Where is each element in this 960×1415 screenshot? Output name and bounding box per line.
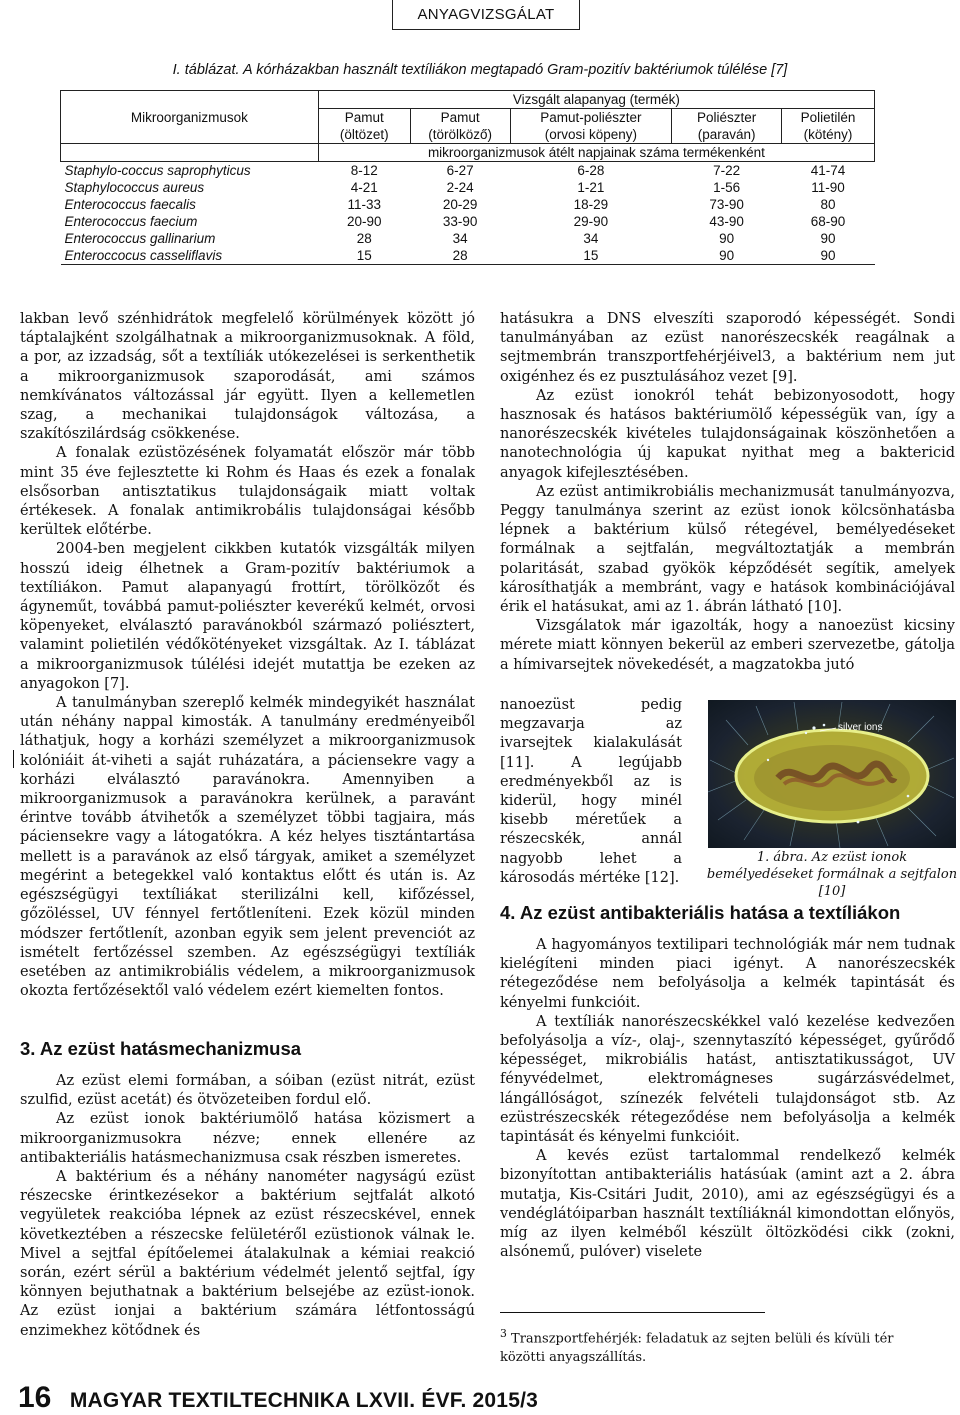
right-column-wrap-text	[500, 696, 682, 888]
figure-caption: 1. ábra. Az ezüst ionok bemélyedéseket formálnak a sejtfalon [10]	[706, 850, 958, 899]
col-header-2: Pamut (törölköző)	[410, 109, 510, 144]
paragraph: Az ezüst elemi formában, a sóiban (ezüst nitrát, ezüst szulfid, ezüst acetát) és ötvözeteiben fordul elő.	[20, 1073, 475, 1109]
table-row: Enterococcus faecalis 11-33 20-29 18-29 73-90 80	[64, 197, 836, 212]
change-bar	[13, 750, 14, 768]
paragraph: A hagyományos textilipari technológiák már nem tudnak kielégíteni minden piaci igényt. A nanorészecskék rétegeződése nem befolyásolja a kelmék tapintását és kényelmi funkcióit.	[500, 937, 955, 1011]
header-microorganisms: Mikroorganizmusok	[61, 91, 319, 144]
footnote	[500, 1324, 940, 1367]
footnote-text: Transzportfehérjék: feladatuk az sejten belüli és kívüli tér közötti anyagszállítás.	[500, 1331, 894, 1366]
bacterium-illustration	[708, 700, 956, 848]
survival-table	[60, 90, 875, 265]
section-4-title: 4. Az ezüst antibakteriális hatása a textíliákon	[500, 902, 901, 923]
header-material-group: Vizsgált alapanyag (termék)	[318, 91, 874, 109]
table-row: Staphylo-coccus saprophyticus 8-12 6-27 6-28 7-22 41-74	[61, 162, 875, 180]
paragraph: Az ezüst ionokról tehát bebizonyosodott, hogy hasznosak és hatásos baktériumölő képességük van, így a nanorészecskék kivételes tulajdonságainak köszönhetően a nanotechnológia új kapukat nyithat meg a baktericid anyagok kifejlesztésében.	[500, 387, 955, 481]
page-number: 16	[18, 1381, 52, 1414]
paragraph: Az ezüst antimikrobiális mechanizmusát tanulmányozva, Peggy tanulmánya szerint az ezüst ionok kölcsönhatásba lépnek a baktérium külső rétegével, bemélyedéseket formálnak a sejtfalán, megváltoztatják a membrán polaritását, szabad gyökök képződését segítik, amelyek károsíthatják a membránt, vagy e hatások kombinációjával érik el hatásukat, ami az 1. ábrán látható [10].	[500, 483, 955, 616]
table-subheader: mikroorganizmusok átélt napjainak száma termékenként	[318, 144, 874, 162]
paragraph: nanoezüst pedig megzavarja az ivarsejtek kialakulását [11]. A legújabb eredményekből az is kiderül, hogy minél kisebb méretűek a részecskék, annál nagyobb lehet a károsodás mértéke [12].	[500, 697, 682, 886]
paragraph: hatásukra a DNS elveszíti szaporodó képességét. Sondi tanulmányában az ezüst nanorészecskék reagálnak a sejtmembrán transzportfehérjéivel3, a baktérium nem jut oxigénhez és ez pusztulásához vezet [9].	[500, 311, 955, 385]
table-caption: I. táblázat. A kórházakban használt textíliákon megtapadó Gram-pozitív baktériumok túlélése [7]	[172, 62, 788, 78]
paragraph: A tanulmányban szereplő kelmék mindegyikét használat után néhány nappal kimosták. A tanulmány eredményeiből láthatjuk, hogy a korházi személyzet a mikroorganizmusok kolóniáit át-viheti a saját ruházatára, a páciensekre vagy a korházi elválasztó paravánokra. Amennyiben a mikroorganizmusok a paravánokra kerülnek, a paravánt érintve tovább átvihetők a személyzet többi tagjaira, más páciensekre vagy a látogatókra. A kéz helyes tisztántartása mellett is a paravánok az első tárgyak, amiket a személyzet megérint a betegekkel való kontaktus előtt és után is. Az egészségügyi textíliákat sterilizálni kell, kifőzéssel, gőzöléssel, UV fénnyel fertőtleníteni. Ezek közül minden módszer fertőtlenít, azonban egyik sem jelent prevenciót az ismételt fertőzéssel szemben. Az egészségügyi textíliák esetében az antimikrobiális védelem, a mikroorganizmusok okozta fertőzésektől való védelem ezért kiemelten fontos.	[20, 695, 475, 1000]
figure-label: silver ions	[838, 722, 883, 733]
journal-name: MAGYAR TEXTILTECHNIKA LXVII. ÉVF. 2015/3	[69, 1389, 538, 1412]
right-column-section4	[500, 936, 955, 1262]
paragraph: Az ezüst ionok baktériumölő hatása közismert a mikroorganizmusokra nézve; ennek ellenére az antibakteriális hatásmechanizmusa csak részben ismeretes.	[20, 1111, 475, 1166]
paragraph: lakban levő szénhidrátok megfelelő körülmények között jó táptalajként szolgálhatnak a mikroorganizmusoknak. A föld, a por, az izzadság, sőt a textíliák utókezelései is serkenthetik a mikroorganizmusok szaporodását, ami számos nemkívánatos változással jár együtt. Ilyen a kellemetlen szag, a mechanikai tulajdonságok változása, a szakítószilárdság csökkenése.	[20, 311, 475, 443]
table-row: Staphylococcus aureus 4-21 2-24 1-21 1-56 11-90	[64, 180, 845, 195]
footnote-number: 3	[500, 1327, 507, 1340]
figure-bacterium-image	[708, 700, 956, 848]
left-column	[20, 310, 475, 1001]
table-row: Enterococcus faecium 20-90 33-90 29-90 43-90 68-90	[64, 214, 846, 229]
paragraph: A baktérium és a néhány nanométer nagyságú ezüst részecske érintkezésekor a baktérium sejtfalát alkotó vegyületek reakcióba lépnek az ezüst részecskével, ennek következtében a részecske felületéről ezüstionok válnak le. Mivel a sejtfal építőelemei átalakulnak a kémiai reakció során, ezért sérül a baktérium védelmét jelentő sejtfal, így könnyen bejuthatnak a baktérium belsejébe az ezüst-ionok. Az ezüst ionjai a baktérium számára létfontosságú enzimekhez kötődnek és	[20, 1169, 475, 1339]
col-header-1: Pamut (öltözet)	[318, 109, 410, 144]
col-header-4: Poliészter (paraván)	[672, 109, 782, 144]
table-row: Enteroccocus casseliflavis 15 28 15 90 90	[61, 247, 875, 265]
footnote-rule	[500, 1312, 765, 1313]
paragraph: 2004-ben megjelent cikkben kutatók vizsgálták milyen hosszú ideig élhetnek a Gram-pozitív baktériumok a textíliákon. Pamut alapanyagú frottírt, törölközőt és ágyneműt, továbbá pamut-poliészter keverékű kelmét, orvosi köpenyeket, elválasztó paravánokból származó poliésztert, valamint polietilén védőkötényeket vizsgáltak. Az I. táblázat a mikroorganizmusok túlélési idejét mutattja be ezeken az anyagokon [7].	[20, 541, 475, 692]
col-header-3: Pamut-poliészter (orvosi köpeny)	[510, 109, 672, 144]
right-column	[500, 310, 955, 675]
running-header: ANYAGVIZSGÁLAT	[417, 6, 555, 23]
page-footer	[18, 1381, 538, 1415]
section-3-title: 3. Az ezüst hatásmechanizmusa	[20, 1038, 302, 1059]
left-column-section3	[20, 1072, 475, 1341]
paragraph: A fonalak ezüstözésének folyamatát először már több mint 35 éve fejlesztette ki Rohm és Haas és ezek a fonalak elsősorban antisztatikus tulajdonságaik miatt voltak értékesek. A fonalak antimikrobális tulajdonságai később kerültek előtérbe.	[20, 445, 475, 539]
table-row: Enterococcus gallinarium 28 34 34 90 90	[64, 231, 836, 246]
paragraph: A kevés ezüst tartalommal rendelkező kelmék bizonyítottan antibakteriális hatásúak (amint azt a 2. ábra mutatja, Kis-Csitári Judit, 2010), ami az egészségügyi és a vendéglátóiparban használt textíliáknál kimondottan előnyös, míg az ilyen kelméből készült öltözködési cikk (zokni, alsónemű, pulóver) viselete	[500, 1148, 955, 1261]
paragraph: Vizsgálatok már igazolták, hogy a nanoezüst kicsiny mérete miatt könnyen bekerül az emberi szervezetbe, gátolja a hímivarsejtek növekedését, a magzatokba jutó	[500, 618, 955, 673]
paragraph: A textíliák nanorészecskékkel való kezelése kedvezően befolyásolja a víz-, olaj-, szennytaszító képességet, gyűrődő képességet, mikrobiális hatást, antisztatikusságot, UV fényvédelmet, elektromágneses sugárzásvédelmet, lángállóságot, színezék felvételi tulajdonságot stb. Az ezüstrészecskék rétegeződése nem befolyásolja a kelmék tapintását és kényelmi funkcióit.	[500, 1013, 955, 1146]
col-header-5: Polietilén (kötény)	[782, 109, 875, 144]
